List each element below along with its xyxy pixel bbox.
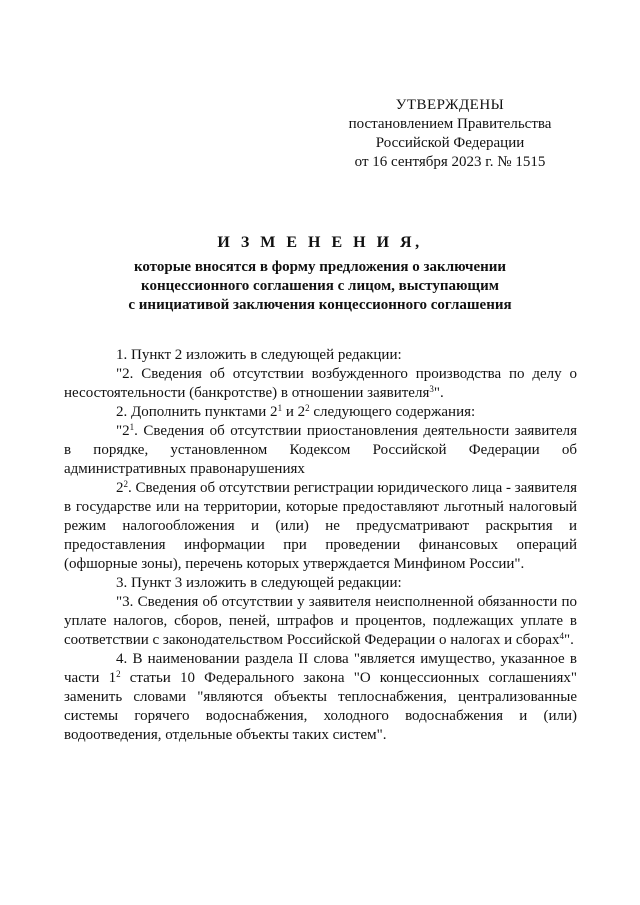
paragraph-2 (64, 365, 577, 403)
document-body (64, 346, 577, 745)
approval-heading: УТВЕРЖДЕНЫ (395, 97, 505, 113)
title-line-1: которые вносятся в форму предложения о заключении (133, 259, 507, 275)
paragraph-3-a: 2. Дополнить пунктами 2 (116, 404, 278, 420)
paragraph-8-b: статьи 10 Федерального закона "О концессионных соглашениях" заменить словами "являются объекты теплоснабжения, централизованные системы горячего водоснабжения, холодного водоснабжения и (или) водоотведения, отдельные объекты таких систем". (64, 670, 577, 743)
title-main: И З М Е Н Е Н И Я, (217, 234, 423, 251)
paragraph-1: 1. Пункт 2 изложить в следующей редакции: (116, 347, 402, 363)
superscript-1: 1 (277, 403, 283, 413)
superscript-2: 2 (116, 669, 121, 679)
footnote-ref-3: 3 (429, 384, 434, 394)
approval-line-3: от 16 сентября 2023 г. № 1515 (354, 154, 546, 170)
paragraph-7-text: "3. Сведения об отсутствии у заявителя неисполненной обязанности по уплате налогов, сборов, пеней, штрафов и процентов, подлежащих уплате в соответствии с законодательством Российской Федерации о налогах и сборах (64, 594, 577, 648)
title-line-3: с инициативой заключения концессионного соглашения (128, 297, 512, 313)
paragraph-5-b: . Сведения об отсутствии регистрации юридического лица - заявителя в государстве или на территории, которые предоставляют льготный налоговый режим налогообложения и (или) не предусматривают раскрытия и предоставления информации при проведении финансовых операций (офшорные зоны), перечень которых утверждается Минфином России". (64, 480, 577, 572)
paragraph-5-a: 2 (116, 480, 124, 496)
superscript-1: 1 (129, 422, 135, 432)
document-title (64, 234, 576, 315)
paragraph-4-a: "2 (116, 423, 130, 439)
paragraph-5 (64, 479, 577, 574)
paragraph-3-c: следующего содержания: (309, 404, 476, 420)
paragraph-4-b: . Сведения об отсутствии приостановления деятельности заявителя в порядке, установленном Кодексом Российской Федерации об административных правонарушениях (64, 423, 577, 477)
superscript-2: 2 (305, 403, 310, 413)
paragraph-2-text: "2. Сведения об отсутствии возбужденного производства по делу о несостоятельности (банкротстве) в отношении заявителя (64, 366, 577, 401)
paragraph-8-a: 4. В наименовании раздела II слова "является имущество, указанное в части 1 (64, 651, 577, 686)
approval-stamp (330, 96, 570, 172)
paragraph-2-tail: ". (433, 385, 444, 401)
approval-line-2: Российской Федерации (375, 135, 525, 151)
paragraph-7-tail: ". (564, 632, 574, 648)
footnote-ref-4: 4 (559, 631, 564, 641)
paragraph-4 (64, 422, 577, 479)
paragraph-8 (64, 650, 577, 745)
paragraph-3 (64, 403, 577, 422)
approval-line-1: постановлением Правительства (348, 116, 552, 132)
title-line-2: концессионного соглашения с лицом, выступающим (141, 278, 499, 294)
superscript-2: 2 (123, 479, 128, 489)
paragraph-6: 3. Пункт 3 изложить в следующей редакции: (116, 575, 402, 591)
paragraph-3-b: и 2 (282, 404, 306, 420)
paragraph-7 (64, 593, 577, 650)
